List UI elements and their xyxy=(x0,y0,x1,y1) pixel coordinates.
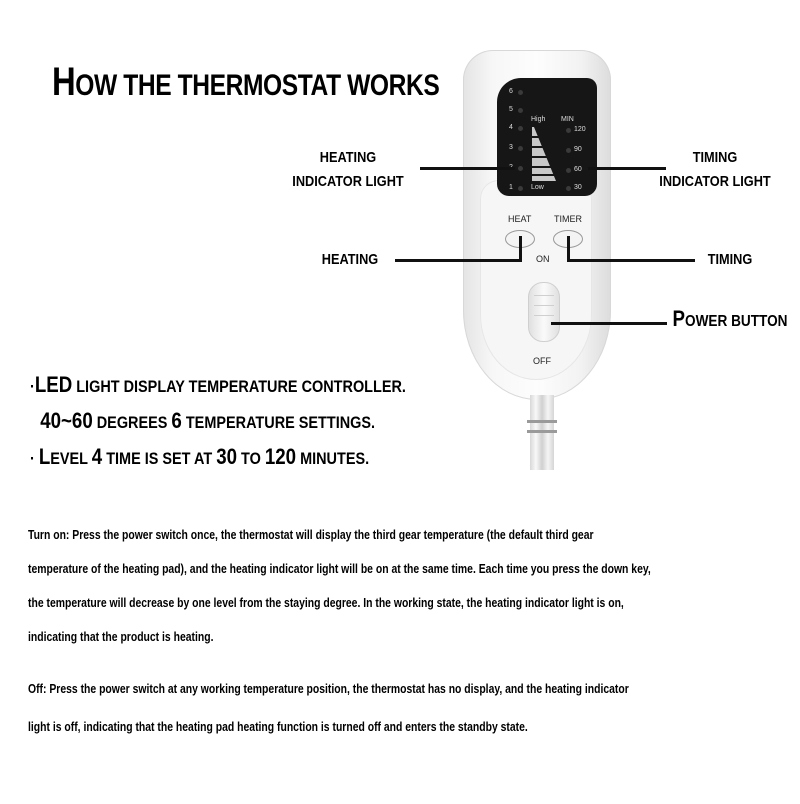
callout-initial: P xyxy=(672,306,685,331)
callout-heating: HEATING xyxy=(321,251,379,268)
turn-off-instructions xyxy=(28,670,788,746)
feature-item: · LEVEL 4 TIME IS SET AT 30 TO 120 MINUTES. xyxy=(30,444,370,469)
leader-line xyxy=(551,322,667,325)
paragraph-line: Turn on: Press the power switch once, the thermostat will display the third gear temperature (the default third gear xyxy=(28,527,594,542)
paragraph-line: the temperature will decrease by one level from the staying degree. In the working state, the heating indicator light is on, xyxy=(28,595,624,610)
remote-face xyxy=(480,180,592,380)
leader-line xyxy=(420,167,515,170)
cord-ring xyxy=(527,430,557,433)
timer-30: 30 xyxy=(574,184,582,191)
heat-button-label: HEAT xyxy=(508,214,532,224)
paragraph-line: indicating that the product is heating. xyxy=(28,629,214,644)
min-label: MIN xyxy=(561,116,574,123)
off-label: OFF xyxy=(533,356,551,366)
heat-led-3 xyxy=(518,146,523,151)
callout-line-2: INDICATOR LIGHT xyxy=(292,173,404,190)
callout-line-1: TIMING xyxy=(692,149,738,166)
leader-line xyxy=(567,236,570,262)
timer-60: 60 xyxy=(574,166,582,173)
high-label: High xyxy=(531,116,546,123)
level-1: 1 xyxy=(509,184,513,191)
turn-on-instructions xyxy=(28,518,788,654)
callout-rest: OWER BUTTON xyxy=(684,313,788,330)
cord-ring xyxy=(527,420,557,423)
heat-led-6 xyxy=(518,90,523,95)
paragraph-line: Off: Press the power switch at any working temperature position, the thermostat has no display, and the heating indicator xyxy=(28,681,629,696)
timer-button-label: TIMER xyxy=(554,214,582,224)
callout-line-2: INDICATOR LIGHT xyxy=(659,173,771,190)
feature-item: 40~60 DEGREES 6 TEMPERATURE SETTINGS. xyxy=(40,408,376,433)
title-rest: OW THE THERMOSTAT WORKS xyxy=(75,69,440,102)
feature-list xyxy=(30,368,406,476)
callout-timing-indicator xyxy=(656,146,775,194)
leader-line xyxy=(567,259,695,262)
timer-led-120 xyxy=(566,128,571,133)
timer-90: 90 xyxy=(574,146,582,153)
feature-item: ·LED LIGHT DISPLAY TEMPERATURE CONTROLLER. xyxy=(30,372,406,397)
level-3: 3 xyxy=(509,144,513,151)
callout-line-1: HEATING xyxy=(319,149,377,166)
callout-heating-indicator xyxy=(289,146,408,194)
heat-led-1 xyxy=(518,186,523,191)
heat-led-5 xyxy=(518,108,523,113)
timer-led-30 xyxy=(566,186,571,191)
heat-ramp-icon xyxy=(530,125,560,183)
level-6: 6 xyxy=(509,88,513,95)
power-switch[interactable] xyxy=(528,282,560,342)
paragraph-line: temperature of the heating pad), and the heating indicator light will be on at the same time. Each time you press the down key, xyxy=(28,561,651,576)
timer-led-60 xyxy=(566,168,571,173)
level-4: 4 xyxy=(509,124,513,131)
on-label: ON xyxy=(536,254,550,264)
level-5: 5 xyxy=(509,106,513,113)
timer-120: 120 xyxy=(574,126,586,133)
page-title xyxy=(52,60,439,105)
timer-led-90 xyxy=(566,148,571,153)
low-label: Low xyxy=(531,184,544,191)
leader-line xyxy=(395,259,521,262)
leader-line xyxy=(588,167,666,170)
title-initial: H xyxy=(52,60,76,104)
heat-led-4 xyxy=(518,126,523,131)
heat-led-2 xyxy=(518,166,523,171)
callout-timing: TIMING xyxy=(707,251,753,268)
leader-line xyxy=(519,236,522,262)
paragraph-line: light is off, indicating that the heating pad heating function is turned off and enters the standby state. xyxy=(28,719,528,734)
callout-power-button xyxy=(671,307,790,334)
